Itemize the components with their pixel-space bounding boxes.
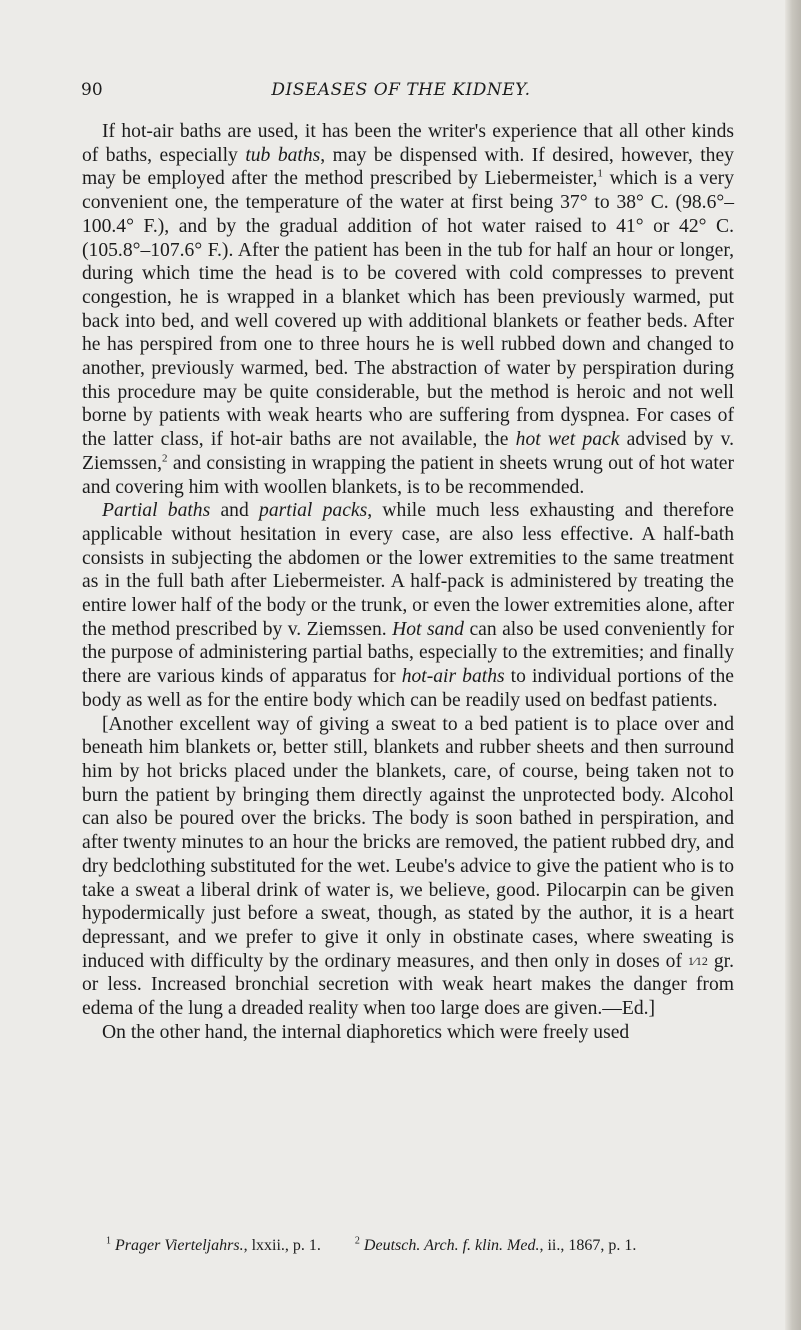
italic-term: hot wet pack bbox=[515, 429, 620, 451]
text-run: , ii., 1867, p. 1. bbox=[539, 1237, 637, 1255]
italic-term: Prager Vierteljahrs. bbox=[115, 1237, 244, 1255]
page-edge bbox=[785, 0, 801, 1330]
text-run: On the other hand, the internal diaphoretics which were freely used bbox=[102, 1021, 630, 1043]
footnote-mark: 2 bbox=[354, 1236, 360, 1247]
footnote bbox=[355, 1237, 636, 1254]
italic-term: tub baths bbox=[245, 144, 321, 166]
paragraph bbox=[82, 120, 734, 499]
running-title: DISEASES OF THE KIDNEY. bbox=[271, 80, 531, 100]
italic-term: Deutsch. Arch. f. klin. Med. bbox=[363, 1237, 540, 1255]
paragraph bbox=[82, 499, 734, 712]
text-run: [Another excellent way of giving a sweat to a bed patient is to place over and beneath him blankets or, better still, blankets and rubber sheets and then surround him by hot bricks placed under the blankets, care, of course, being taken not to burn the patient by bringing them directly against the unprotected body. Alcohol can also be poured over the bricks. The body is soon bathed in perspiration, and after twenty minutes to an hour the bricks are removed, the patient rubbed dry, and dry bedclothing substituted for the wet. Leube's advice to give the patient who is to take a sweat a liberal drink of water is, we believe, good. Pilocarpin can be given hypodermically just before a sweat, though, as stated by the author, it is a heart depressant, and we prefer to give it only in obstinate cases, where sweating is induced with difficulty by the ordinary measures, and then only in doses of bbox=[82, 713, 734, 972]
footnote-mark: 1 bbox=[106, 1236, 111, 1247]
text-run: advised by v. Ziemssen, bbox=[82, 429, 735, 474]
italic-term: hot-air baths bbox=[401, 666, 505, 688]
text-run: , lxxii., p. 1. bbox=[243, 1237, 321, 1255]
text-run: , while much less exhausting and therefore applicable without hesitation in every case, are also less effective. A half-bath consists in subjecting the abdomen or the lower extremities to the same treatment as in the full bath after Liebermeister. A half-pack is administered by treating the entire lower half of the body or the trunk, or even the lower extremities alone, after the method prescribed by v. Ziemssen. bbox=[82, 500, 734, 640]
footnotes bbox=[106, 1236, 746, 1255]
body-text bbox=[82, 120, 734, 1044]
text-run: to individual portions of the body as well as for the entire body which can be readily used on bedfast patients. bbox=[82, 666, 734, 711]
text-run: If hot-air baths are used, it has been the writer's experience that all other kinds of baths, especially bbox=[82, 121, 734, 166]
italic-term: Hot sand bbox=[392, 618, 464, 640]
page-number: 90 bbox=[81, 80, 103, 100]
text-run: gr. or less. Increased bronchial secretion with weak heart makes the danger from edema of the lung a dreaded reality when too large does are given.—Ed.] bbox=[82, 950, 734, 1020]
paragraph bbox=[82, 1021, 734, 1045]
italic-term: Partial baths bbox=[102, 500, 211, 522]
text-run: can also be used conveniently for the purpose of administering partial baths, especially to the extremities; and finally there are various kinds of apparatus for bbox=[82, 618, 734, 688]
italic-term: partial packs bbox=[259, 500, 368, 522]
text-run: and bbox=[210, 500, 260, 522]
fraction: 1⁄12 bbox=[687, 953, 708, 968]
footnote bbox=[106, 1237, 321, 1254]
page-header bbox=[81, 80, 721, 106]
text-run: which is a very convenient one, the temperature of the water at first being 37° to 38° C. (98.6°–100.4° F.), and by the gradual addition of hot water raised to 41° or 42° C. (105.8°–107.6° F.). After the patient has been in the tub for half an hour or longer, during which time the head is to be covered with cold compresses to prevent congestion, he is wrapped in a blanket which has been previously warmed, put back into bed, and well covered up with additional blankets or feather beds. After he has perspired from one to three hours he is well rubbed down and changed to another, previously warmed, bed. The abstraction of water by perspiration during this procedure may be quite considerable, but the method is heroic and not well borne by patients with weak hearts who are suffering from dyspnea. For cases of the latter class, if hot-air baths are not available, the bbox=[82, 168, 734, 451]
text-run: , may be dispensed with. If desired, however, they may be employed after the method prescribed by Liebermeister, bbox=[82, 144, 734, 190]
text-run: and consisting in wrapping the patient in sheets wrung out of hot water and covering him with woollen blankets, is to be recommended. bbox=[82, 452, 734, 498]
paragraph bbox=[82, 713, 734, 1021]
footnote-ref: 1 bbox=[597, 167, 603, 180]
footnote-ref: 2 bbox=[162, 452, 168, 465]
